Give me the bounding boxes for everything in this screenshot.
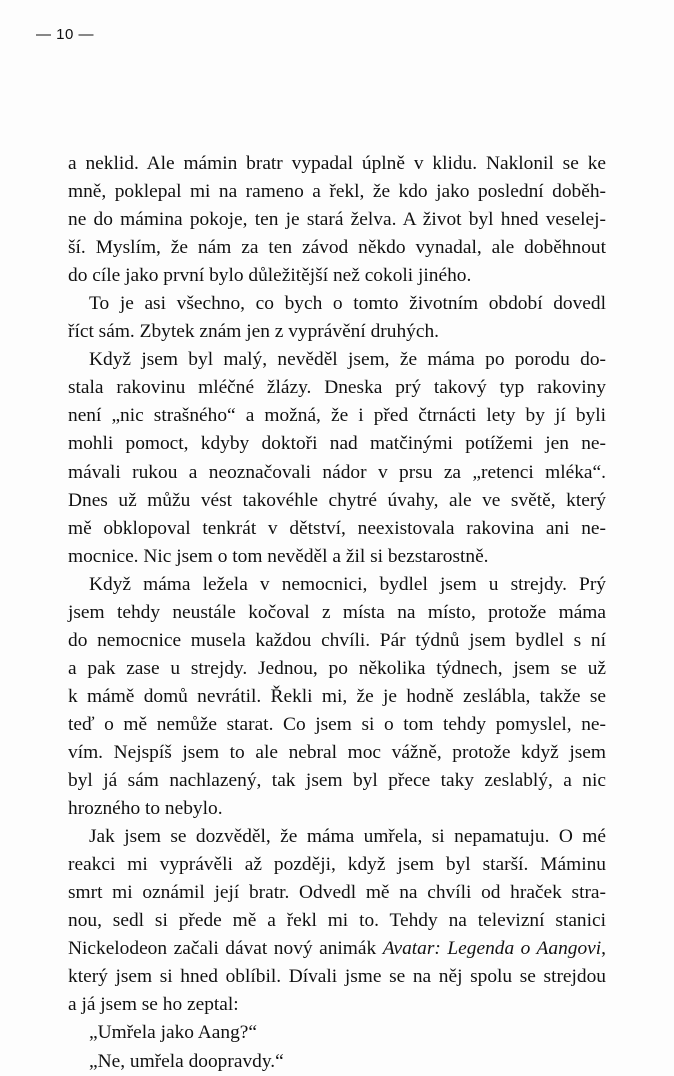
text-run: Nickelodeon začali dávat nový animák (68, 938, 383, 960)
title-italic: Avatar: Legenda o Aangovi (382, 938, 602, 960)
text-line: říct sám. Zbytek znám jen z vyprávění druhých. (68, 321, 439, 343)
text-line: hrozného to nebylo. (68, 798, 223, 820)
paragraph (68, 290, 606, 346)
text-line: smrt mi oznámil její bratr. Odvedl mě na chvíli od hraček stra- (68, 882, 606, 904)
text-line: reakci mi vyprávěli až později, když jsem byl starší. Máminu (68, 854, 606, 876)
paragraph (68, 1048, 606, 1076)
text-line: do nemocnice musela každou chvíli. Pár týdnů jsem bydlel s ní (68, 629, 606, 651)
text-line: mávali rukou a neoznačovali nádor v prsu za „retenci mléka“. (68, 461, 606, 483)
text-line: Dnes už můžu vést takovéhle chytré úvahy, ale ve světě, který (68, 489, 606, 511)
text-line (68, 963, 606, 991)
text-line: není „nic strašného“ a možná, že i před čtrnácti lety by jí byli (68, 405, 606, 427)
text-line: „Umřela jako Aang?“ (89, 1022, 257, 1044)
text-line: byl já sám nachlazený, tak jsem byl přece taky zeslablý, a nic (68, 770, 606, 792)
paragraph (68, 346, 606, 570)
text-run: který jsem si hned oblíbil. Dívali jsme se na něj spolu se strejdou (68, 966, 606, 988)
text-line: k mámě domů nevrátil. Řekli mi, že je hodně zeslábla, takže se (68, 685, 606, 707)
body-text-block (68, 150, 606, 1076)
text-line: Když máma ležela v nemocnici, bydlel jsem u strejdy. Prý (89, 573, 606, 595)
text-line: stala rakovinu mléčné žlázy. Dneska prý takový typ rakoviny (68, 377, 606, 399)
text-line: To je asi všechno, co bych o tomto životním období dovedl (89, 293, 606, 315)
text-run: a já jsem se ho zeptal: (68, 994, 239, 1016)
text-run: , (601, 938, 607, 960)
paragraph (68, 571, 606, 823)
text-line: teď o mě nemůže starat. Co jsem si o tom tehdy pomyslel, ne- (68, 713, 606, 735)
text-line: Když jsem byl malý, nevěděl jsem, že máma po porodu do- (89, 349, 606, 371)
text-line: a pak zase u strejdy. Jednou, po několika týdnech, jsem se už (68, 657, 606, 679)
text-line: jsem tehdy neustále kočoval z místa na místo, protože máma (68, 601, 606, 623)
text-line: ne do mámina pokoje, ten je stará želva. A život byl hned veselej- (68, 209, 606, 231)
text-line: „Ne, umřela doopravdy.“ (89, 1050, 284, 1072)
text-line (68, 991, 606, 1019)
paragraph (68, 150, 606, 290)
text-line: vím. Nejspíš jsem to ale nebral moc vážně, protože když jsem (68, 741, 606, 763)
text-line: a neklid. Ale mámin bratr vypadal úplně v klidu. Naklonil se ke (68, 153, 606, 174)
page-number: — 10 — (36, 26, 95, 43)
text-line (68, 935, 606, 963)
text-line: mně, poklepal mi na rameno a řekl, že kdo jako poslední doběh- (68, 181, 606, 203)
text-line: Jak jsem se dozvěděl, že máma umřela, si nepamatuju. O mé (89, 826, 606, 848)
text-line: mocnice. Nic jsem o tom nevěděl a žil si bezstarostně. (68, 545, 489, 567)
text-line: do cíle jako první bylo důležitější než cokoli jiného. (68, 265, 472, 287)
text-line: ší. Myslím, že nám za ten závod někdo vynadal, ale doběhnout (68, 237, 606, 259)
paragraph (68, 823, 606, 1019)
text-line: mohli pomoct, kdyby doktoři nad matčinými potížemi jen ne- (68, 433, 606, 455)
text-line: mě obklopoval tenkrát v dětství, neexistovala rakovina ani ne- (68, 517, 606, 539)
text-line: nou, sedl si přede mě a řekl mi to. Tehdy na televizní stanici (68, 910, 606, 932)
